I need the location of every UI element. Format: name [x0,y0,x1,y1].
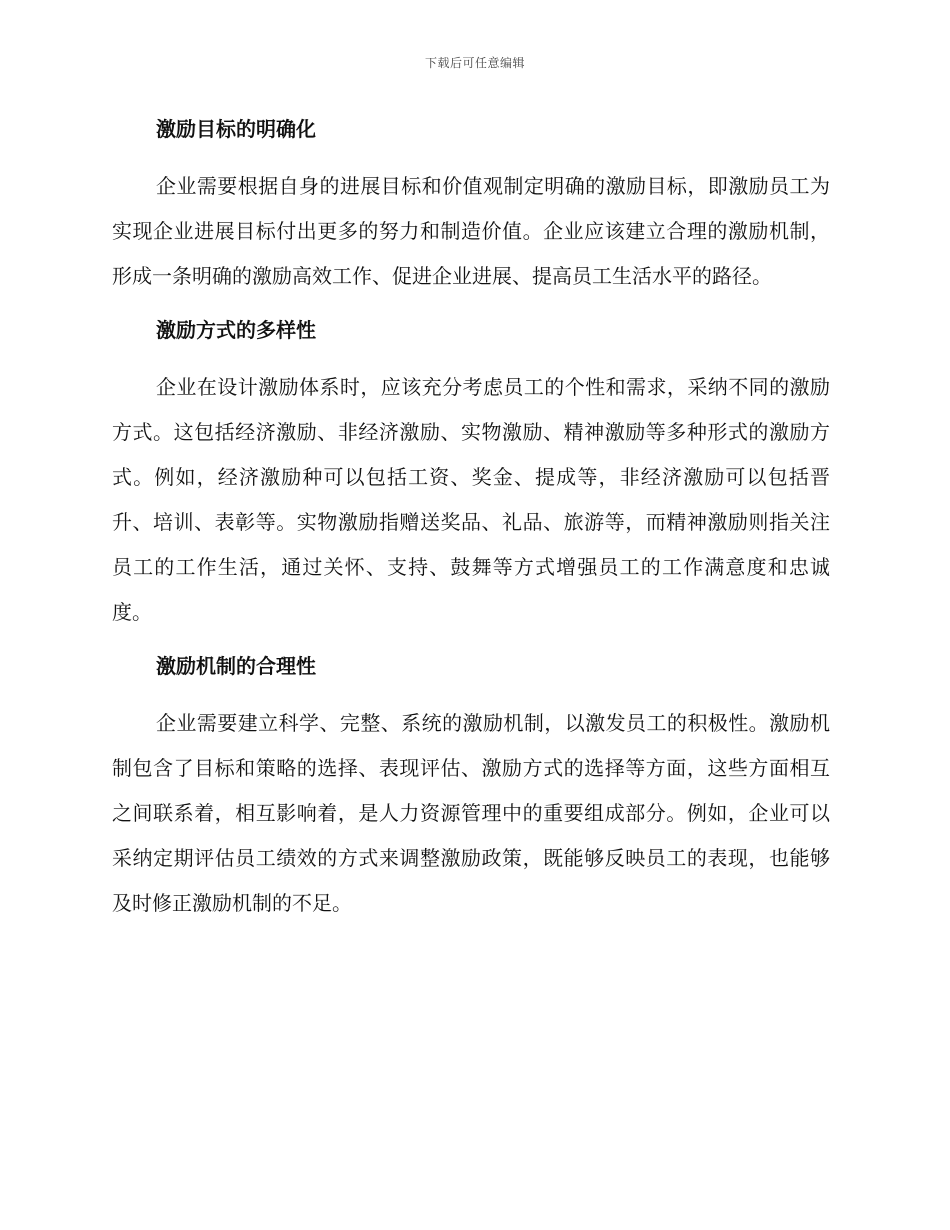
section-paragraph: 企业需要根据自身的进展目标和价值观制定明确的激励目标，即激励员工为实现企业进展目标付出更多的努力和制造价值。企业应该建立合理的激励机制，形成一条明确的激励高效工作、促进企业进展、提高员工生活水平的路径。 [112,174,830,288]
section-paragraph: 企业在设计激励体系时，应该充分考虑员工的个性和需求，采纳不同的激励方式。这包括经济激励、非经济激励、实物激励、精神激励等多种形式的激励方式。例如，经济激励种可以包括工资、奖金、提成等，非经济激励可以包括晋升、培训、表彰等。实物激励指赠送奖品、礼品、旅游等，而精神激励则指关注员工的工作生活，通过关怀、支持、鼓舞等方式增强员工的工作满意度和忠诚度。 [112,375,830,624]
document-body [112,112,830,940]
page-header: 下载后可任意编辑 [424,56,525,70]
section-goal-clarity [112,112,830,299]
section-heading: 激励机制的合理性 [156,654,316,678]
section-heading: 激励方式的多样性 [156,318,316,342]
section-mechanism-rationality [112,649,830,926]
section-paragraph: 企业需要建立科学、完整、系统的激励机制，以激发员工的积极性。激励机制包含了目标和策略的选择、表现评估、激励方式的选择等方面，这些方面相互之间联系着，相互影响着，是人力资源管理中的重要组成部分。例如，企业可以采纳定期评估员工绩效的方式来调整激励政策，既能够反映员工的表现，也能够及时修正激励机制的不足。 [112,711,830,915]
section-heading: 激励目标的明确化 [156,117,316,141]
section-method-diversity [112,313,830,635]
